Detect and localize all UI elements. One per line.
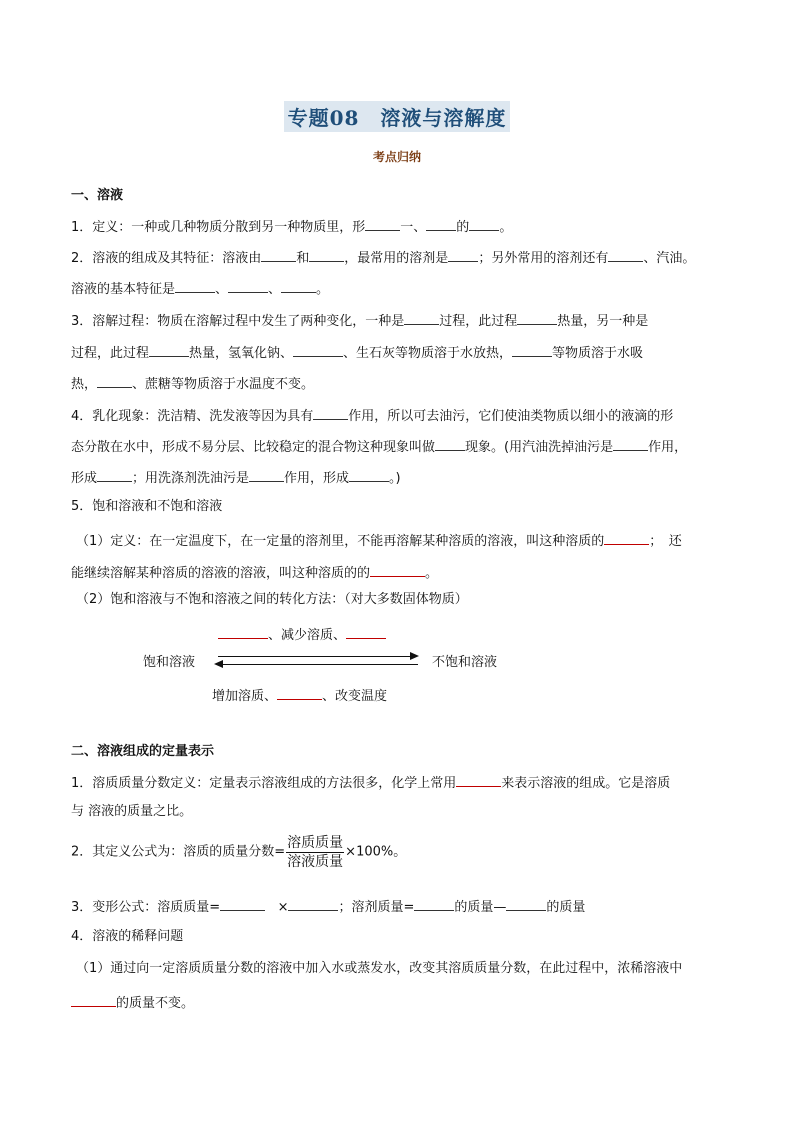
blank[interactable] [313,405,348,420]
section-heading-solution: 一、溶液 [71,188,124,203]
blank[interactable] [175,278,215,293]
arrow-to-saturated [222,664,418,665]
formula-fraction: $\frac{\text{溶质质量}}{\text{溶液质量}}$ [287,835,344,870]
blank[interactable] [293,342,343,357]
arrow-right-head [410,652,419,660]
blank[interactable] [97,467,132,482]
paragraph-dilution-2: 的质量不变。 [71,992,194,1013]
blank[interactable] [228,278,268,293]
blank[interactable] [512,342,552,357]
conversion-top-label: 、减少溶质、 [218,624,386,645]
blank[interactable] [281,278,316,293]
arrow-left-head [214,660,223,668]
paragraph-saturated-definition-1: （1）定义：在一定温度下，在一定量的溶剂里，不能再溶解某种溶质的溶液，叫这种溶质的 ； 还 [76,530,682,551]
paragraph-composition: 2．溶液的组成及其特征：溶液由 和 ，最常用的溶剂是 ；另外常用的溶剂还有 、汽油。 [71,247,695,268]
blank[interactable] [370,562,425,577]
blank[interactable] [448,247,478,262]
blank[interactable] [435,436,465,451]
blank[interactable] [218,624,268,639]
paragraph-mass-fraction-2: 与 溶液的质量之比。 [71,804,193,819]
paragraph-emulsion-3: 形成 ；用洗涤剂洗油污是 作用，形成 。) [71,467,401,488]
blank[interactable] [414,896,454,911]
paragraph-characteristics: 溶液的基本特征是 、 、 。 [71,278,329,299]
blank[interactable] [365,216,400,231]
blank[interactable] [608,247,643,262]
blank[interactable] [613,436,648,451]
blank[interactable] [288,896,338,911]
blank[interactable] [249,467,284,482]
paragraph-definition: 1．定义：一种或几种物质分散到另一种物质里，形 一、 的 。 [71,216,512,237]
section-heading-quantitative: 二、溶液组成的定量表示 [71,744,215,759]
blank[interactable] [349,467,389,482]
paragraph-formula: 2．其定义公式为：溶质的质量分数= $\frac{\text{溶质质量}}{\text{溶液质量}}$ ×100%。 [71,835,407,870]
paragraph-mass-fraction-1: 1．溶质质量分数定义：定量表示溶液组成的方法很多，化学上常用 来表示溶液的组成。它是溶质 [71,772,670,793]
blank[interactable] [149,342,189,357]
conversion-unsaturated-label: 不饱和溶液 [432,655,498,670]
blank[interactable] [469,216,499,231]
blank[interactable] [97,373,132,388]
paragraph-dissolving-3: 热， 、蔗糖等物质溶于水温度不变。 [71,373,314,394]
blank[interactable] [261,247,296,262]
blank[interactable] [517,310,557,325]
page-subtitle: 考点归纳 [372,150,421,164]
paragraph-saturated-definition-2: 能继续溶解某种溶质的溶液的溶液，叫这种溶质的的 。 [71,562,438,583]
blank[interactable] [220,896,265,911]
paragraph-emulsion-2: 态分散在水中，形成不易分层、比较稳定的混合物这种现象叫做 现象。(用汽油洗掉油污是 作用， [71,436,687,457]
blank[interactable] [277,685,322,700]
blank[interactable] [71,992,116,1007]
blank[interactable] [456,772,501,787]
paragraph-emulsion-1: 4．乳化现象：洗洁精、洗发液等因为具有 作用，所以可去油污，它们使油类物质以细小的液滴的形 [71,405,673,426]
page-title: 专题08 溶液与溶解度 [0,101,794,132]
arrow-to-unsaturated [218,656,414,657]
paragraph-dilution-1: （1）通过向一定溶质质量分数的溶液中加入水或蒸发水，改变其溶质质量分数，在此过程中，浓稀溶液中 [76,961,683,976]
paragraph-saturated-heading: 5．饱和溶液和不饱和溶液 [71,499,223,514]
paragraph-variant-formula: 3．变形公式：溶质质量= × ；溶剂质量= 的质量— 的质量 [71,896,585,917]
paragraph-dissolving-2: 过程，此过程 热量，氢氧化钠、 、生石灰等物质溶于水放热， 等物质溶于水吸 [71,342,643,363]
paragraph-dissolving-1: 3．溶解过程：物质在溶解过程中发生了两种变化，一种是 过程，此过程 热量，另一种是 [71,310,648,331]
paragraph-conversion: （2）饱和溶液与不饱和溶液之间的转化方法：（对大多数固体物质） [76,592,468,607]
blank[interactable] [506,896,546,911]
blank[interactable] [309,247,344,262]
paragraph-dilution-heading: 4．溶液的稀释问题 [71,929,184,944]
blank[interactable] [346,624,386,639]
blank[interactable] [404,310,439,325]
conversion-bottom-label: 增加溶质、 、改变温度 [212,685,387,706]
conversion-saturated-label: 饱和溶液 [143,655,196,670]
blank[interactable] [426,216,456,231]
blank[interactable] [604,530,649,545]
